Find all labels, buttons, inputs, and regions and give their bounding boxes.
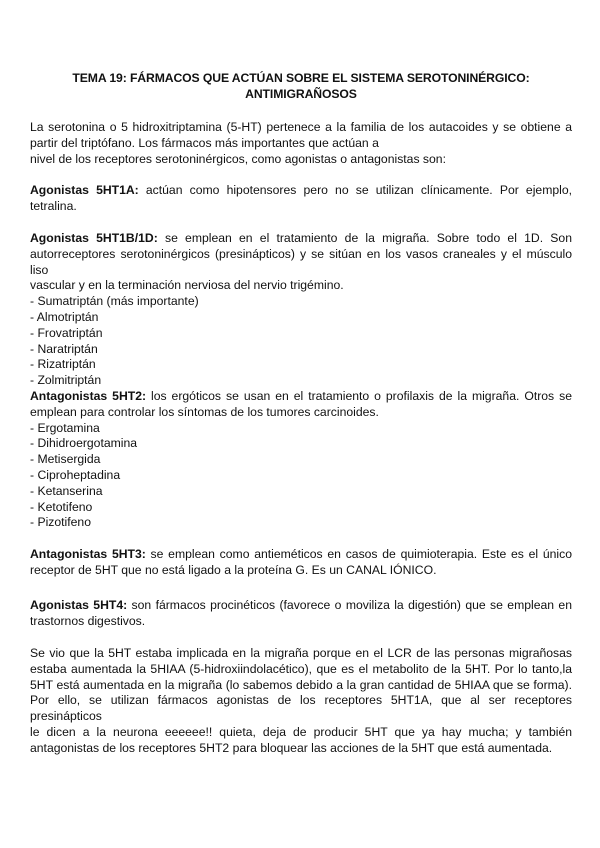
closing-line-6: antagonistas de los receptores 5HT2 para bloquear las acciones de la 5HT que está aumentada. — [30, 740, 553, 755]
closing-line-1: Se vio que la 5HT estaba implicada en la migraña porque en el LCR de las personas migrañosas — [30, 646, 572, 660]
list-item: - Sumatriptán (más importante) — [30, 294, 572, 310]
section-label: Antagonistas 5HT3: — [30, 547, 146, 561]
section-label: Agonistas 5HT1B/1D: — [30, 231, 158, 245]
section-text: autorreceptores serotoninérgicos (presinápticos) y se sitúan en los vasos craneales y el músculo liso — [30, 246, 572, 277]
closing-line-4: Por ello, se utilizan fármacos agonistas de los receptores 5HT1A, que al ser receptores presinápticos — [30, 693, 572, 724]
section-text: los ergóticos se usan en el tratamiento o profilaxis de la migraña. Otros se — [146, 389, 572, 403]
section-agonistas-5ht4 — [30, 598, 572, 630]
section-line — [30, 389, 572, 405]
intro-line-1: La serotonina o 5 hidroxitriptamina (5-HT) pertenece a la familia de los autacoides y se obtiene a — [30, 120, 572, 134]
section-text: receptor de 5HT que no está ligado a la proteína G. Es un CANAL IÓNICO. — [30, 562, 437, 577]
section-text: emplean para controlar los síntomas de los tumores carcinoides. — [30, 404, 379, 419]
section-antagonistas-5ht3 — [30, 547, 572, 579]
section-text: vascular y en la terminación nerviosa del nervio trigémino. — [30, 278, 344, 293]
section-label: Antagonistas 5HT2: — [30, 389, 147, 403]
closing-line-5: le dicen a la neurona eeeeee!! quieta, deja de producir 5HT que ya hay mucha; y también — [30, 724, 572, 739]
section-text: se emplean en el tratamiento de la migraña. Sobre todo el 1D. Son — [157, 231, 572, 245]
list-item: - Rizatriptán — [30, 357, 572, 373]
drug-list — [30, 421, 572, 532]
section-text: tetralina. — [30, 198, 77, 213]
list-item: - Ketanserina — [30, 484, 572, 500]
list-item: - Naratriptán — [30, 342, 572, 358]
intro-line-2: partir del triptófano. Los fármacos más importantes que actúan a — [30, 135, 379, 150]
list-item: - Almotriptán — [30, 310, 572, 326]
list-item: - Zolmitriptán — [30, 373, 572, 389]
section-line — [30, 231, 572, 247]
page-title — [30, 70, 572, 102]
list-item: - Ergotamina — [30, 421, 572, 437]
title-line-1: TEMA 19: FÁRMACOS QUE ACTÚAN SOBRE EL SISTEMA SEROTONINÉRGICO: — [72, 71, 530, 85]
section-line — [30, 183, 572, 199]
section-text: trastornos digestivos. — [30, 613, 146, 628]
drug-list — [30, 294, 572, 389]
section-agonistas-5ht1a — [30, 183, 572, 215]
section-label: Agonistas 5HT1A: — [30, 183, 139, 197]
list-item: - Ciproheptadina — [30, 468, 572, 484]
title-line-2: ANTIMIGRAÑOSOS — [245, 87, 357, 101]
section-text: son fármacos procinéticos (favorece o moviliza la digestión) que se emplean en — [127, 598, 572, 612]
section-label: Agonistas 5HT4: — [30, 598, 128, 612]
section-line — [30, 598, 572, 614]
list-item: - Dihidroergotamina — [30, 436, 572, 452]
intro-line-3: nivel de los receptores serotoninérgicos, como agonistas o antagonistas son: — [30, 151, 446, 166]
intro-paragraph — [30, 120, 572, 167]
list-item: - Pizotifeno — [30, 515, 572, 531]
section-text: actúan como hipotensores pero no se utilizan clínicamente. Por ejemplo, — [138, 183, 572, 197]
closing-paragraph — [30, 646, 572, 757]
list-item: - Metisergida — [30, 452, 572, 468]
closing-line-3: 5HT está aumentada en la migraña (lo sabemos debido a la gran cantidad de 5HIAA que se forma). — [30, 677, 572, 692]
section-text: se emplean como antieméticos en casos de quimioterapia. Este es el único — [145, 547, 572, 561]
list-item: - Frovatriptán — [30, 326, 572, 342]
section-antagonistas-5ht2 — [30, 389, 572, 531]
closing-line-2: estaba aumentada la 5HIAA (5-hidroxiindolacético), que es el metabolito de la 5HT. Por lo tanto,la — [30, 661, 572, 676]
section-agonistas-5ht1b1d — [30, 231, 572, 389]
section-line — [30, 547, 572, 563]
list-item: - Ketotifeno — [30, 500, 572, 516]
